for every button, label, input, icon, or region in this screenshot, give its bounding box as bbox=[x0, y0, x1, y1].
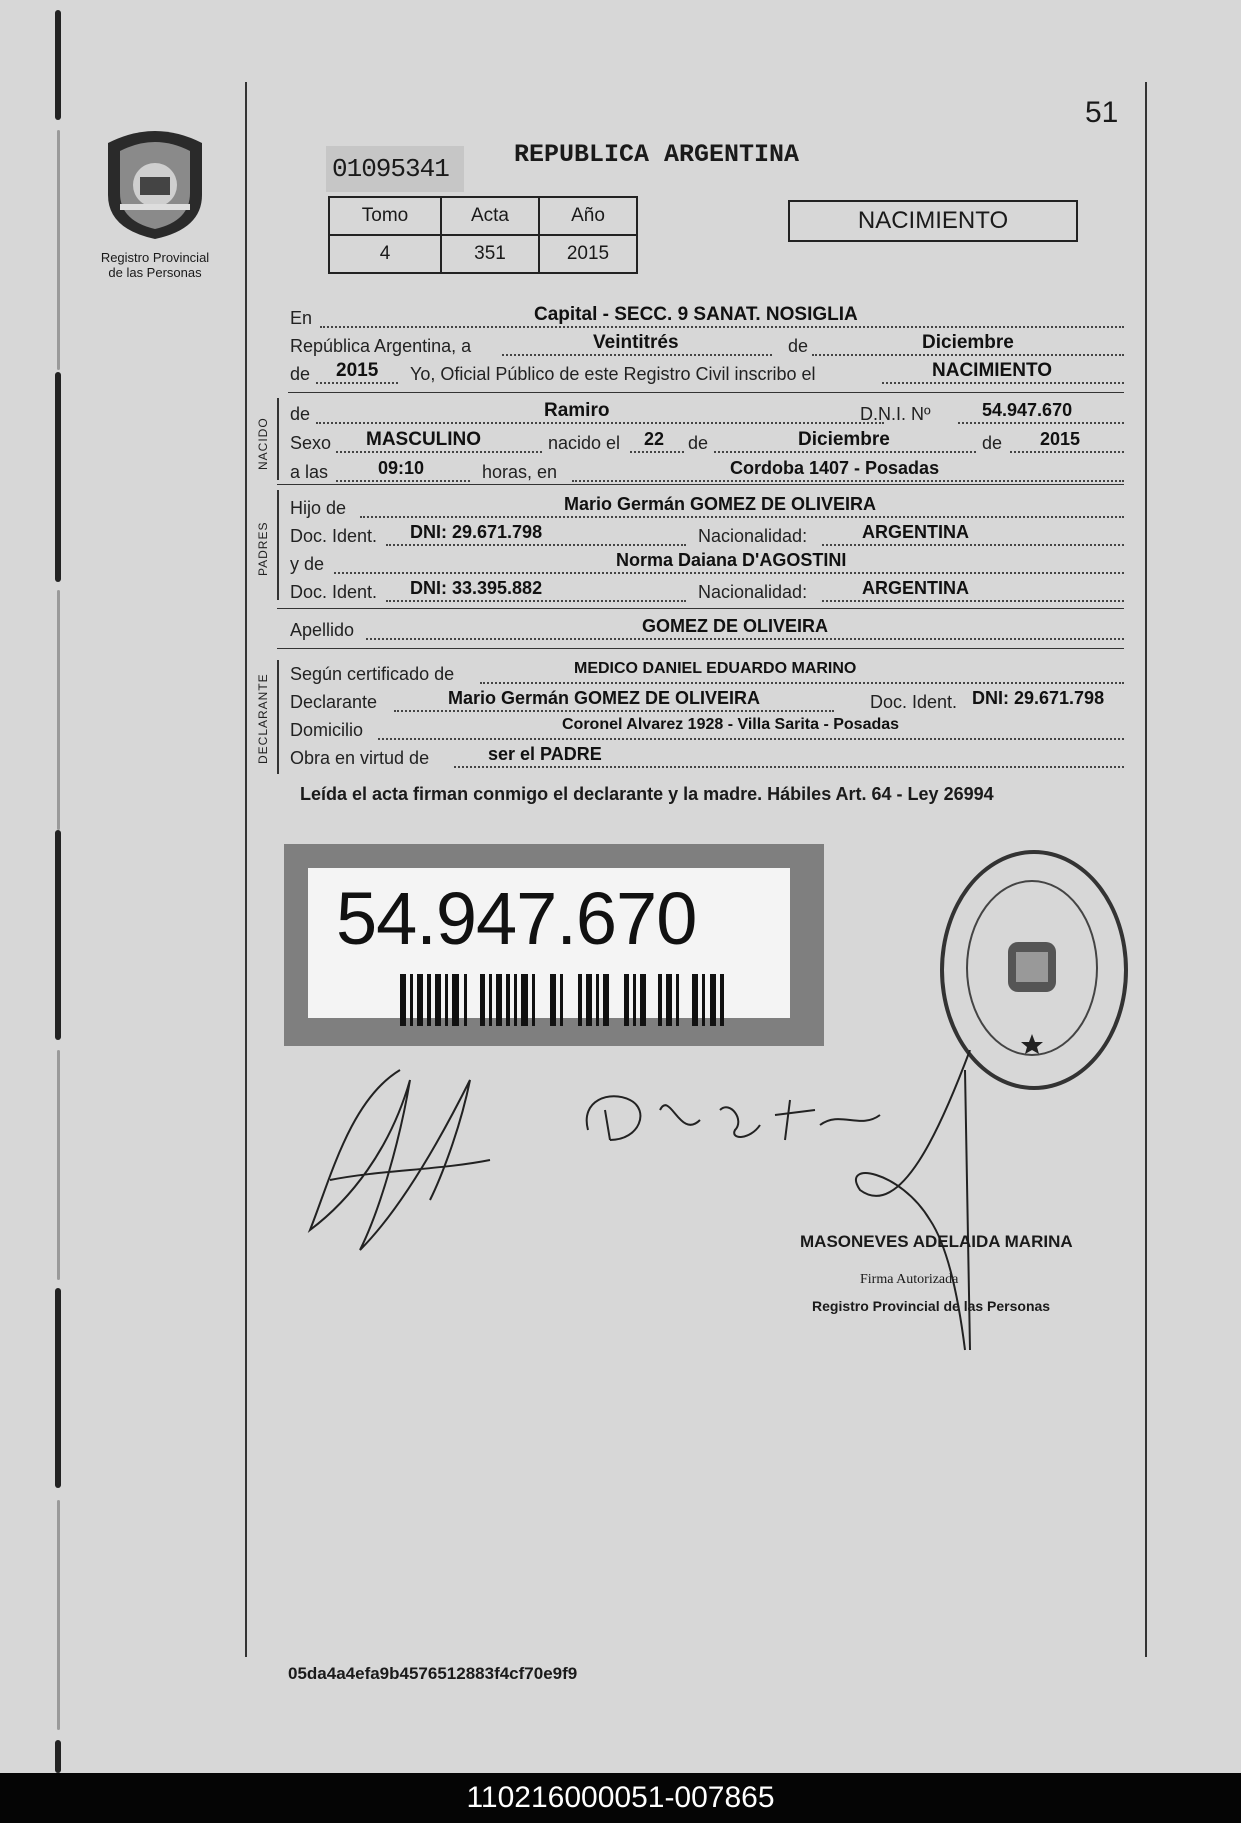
field-label: de bbox=[788, 336, 809, 356]
field-value: ser el PADRE bbox=[488, 744, 602, 764]
seal-emblem-icon bbox=[968, 882, 1096, 1054]
field-label: Doc. Ident. bbox=[290, 582, 378, 602]
field-label: Doc. Ident. bbox=[290, 526, 378, 546]
divider bbox=[277, 608, 1124, 609]
field-label: de bbox=[982, 433, 1003, 453]
field-label: a las bbox=[290, 462, 329, 482]
field-label: Nacionalidad: bbox=[698, 526, 808, 546]
field-row bbox=[288, 660, 1124, 684]
field-value: Diciembre bbox=[922, 332, 1014, 353]
field-row bbox=[288, 716, 1124, 740]
field-label: Nacionalidad: bbox=[698, 582, 808, 602]
page-number: 51 bbox=[1085, 96, 1119, 129]
field-label: Doc. Ident. bbox=[870, 692, 958, 712]
field-value: Norma Daiana D'AGOSTINI bbox=[616, 550, 847, 570]
dotted-line bbox=[502, 354, 772, 356]
dotted-line bbox=[480, 682, 1124, 684]
field-value: DNI: 33.395.882 bbox=[410, 578, 543, 598]
dotted-line bbox=[822, 544, 1124, 546]
field-value: Ramiro bbox=[544, 400, 610, 421]
dotted-line bbox=[360, 516, 1124, 518]
field-label: Hijo de bbox=[290, 498, 347, 518]
binding-stitch bbox=[55, 372, 61, 582]
field-value: Diciembre bbox=[798, 429, 890, 450]
field-row bbox=[288, 400, 1124, 424]
field-label: de bbox=[290, 404, 311, 424]
field-label: y de bbox=[290, 554, 325, 574]
table-header: Tomo bbox=[329, 197, 441, 235]
dotted-line bbox=[630, 451, 684, 453]
field-label: Declarante bbox=[290, 692, 378, 712]
field-row bbox=[288, 616, 1124, 640]
table-header: Acta bbox=[441, 197, 539, 235]
binding-stitch bbox=[55, 1288, 61, 1488]
field-label: Obra en virtud de bbox=[290, 748, 430, 768]
section-bracket bbox=[277, 398, 279, 480]
table-cell: 351 bbox=[441, 235, 539, 273]
left-margin-line bbox=[245, 82, 247, 1657]
dotted-line bbox=[454, 766, 1124, 768]
field-row bbox=[288, 494, 1124, 518]
binding-stitch bbox=[55, 1740, 61, 1773]
dni-sticker-label bbox=[308, 868, 790, 1018]
field-row bbox=[288, 744, 1124, 768]
footer-id: 110216000051-007865 bbox=[466, 1781, 775, 1814]
field-label: horas, en bbox=[482, 462, 558, 482]
field-row bbox=[288, 688, 1124, 712]
field-label: Yo, Oficial Público de este Registro Civil inscribo el bbox=[410, 364, 816, 384]
right-margin-line bbox=[1145, 82, 1147, 1657]
registry-logo bbox=[90, 125, 220, 280]
field-value: GOMEZ DE OLIVEIRA bbox=[642, 616, 829, 636]
field-row bbox=[288, 360, 1124, 384]
field-value: Coronel Alvarez 1928 - Villa Sarita - Posadas bbox=[562, 716, 900, 733]
field-value: Cordoba 1407 - Posadas bbox=[730, 458, 940, 478]
field-value: DNI: 29.671.798 bbox=[410, 522, 543, 542]
field-row bbox=[288, 332, 1124, 356]
field-value: Capital - SECC. 9 SANAT. NOSIGLIA bbox=[534, 304, 858, 325]
field-value: 2015 bbox=[1040, 429, 1081, 449]
divider bbox=[277, 648, 1124, 649]
binding-stitch bbox=[57, 130, 60, 370]
field-label: de bbox=[688, 433, 709, 453]
closing-statement: Leída el acta firman conmigo el declarante y la madre. Hábiles Art. 64 - Ley 26994 bbox=[300, 784, 994, 804]
table-cell: 2015 bbox=[539, 235, 637, 273]
officer-org: Registro Provincial de las Personas bbox=[812, 1298, 1051, 1314]
section-bracket bbox=[277, 660, 279, 774]
field-value: ARGENTINA bbox=[862, 522, 969, 542]
dotted-line bbox=[572, 480, 1124, 482]
section-label-padres: PADRES bbox=[256, 521, 270, 576]
field-label: Según certificado de bbox=[290, 664, 455, 684]
dotted-line bbox=[714, 451, 976, 453]
table-header: Año bbox=[539, 197, 637, 235]
section-label-nacido: NACIDO bbox=[256, 417, 270, 470]
field-value: Mario Germán GOMEZ DE OLIVEIRA bbox=[448, 688, 761, 708]
binding-stitch bbox=[57, 1500, 60, 1730]
binding-stitch bbox=[55, 830, 61, 1040]
field-label: nacido el bbox=[548, 433, 621, 453]
officer-signature-icon bbox=[840, 1050, 990, 1370]
field-value: 54.947.670 bbox=[982, 400, 1073, 420]
dotted-line bbox=[378, 738, 1124, 740]
field-value: DNI: 29.671.798 bbox=[972, 688, 1105, 708]
field-row bbox=[288, 578, 1124, 602]
officer-title: Firma Autorizada bbox=[860, 1272, 959, 1287]
field-row bbox=[288, 429, 1124, 453]
field-label: República Argentina, a bbox=[290, 336, 472, 356]
serial-number: 01095341 bbox=[326, 146, 464, 192]
divider bbox=[277, 484, 1124, 485]
father-signature-icon bbox=[290, 1060, 520, 1260]
footer-id-bar bbox=[0, 1773, 1241, 1823]
dni-sticker bbox=[284, 844, 824, 1046]
dotted-line bbox=[320, 326, 1124, 328]
field-label: D.N.I. Nº bbox=[860, 404, 931, 424]
field-label: Sexo bbox=[290, 433, 332, 453]
document-hash: 05da4a4efa9b4576512883f4cf70e9f9 bbox=[288, 1664, 578, 1683]
barcode-icon bbox=[400, 974, 730, 1026]
field-value: ARGENTINA bbox=[862, 578, 969, 598]
field-label: En bbox=[290, 308, 313, 328]
section-bracket bbox=[277, 490, 279, 600]
dotted-line bbox=[366, 638, 1124, 640]
field-row bbox=[288, 458, 1124, 482]
field-value: 22 bbox=[644, 429, 665, 449]
binding-stitch bbox=[57, 1050, 60, 1280]
dotted-line bbox=[958, 422, 1124, 424]
dotted-line bbox=[394, 710, 834, 712]
registry-table bbox=[328, 196, 638, 274]
dotted-line bbox=[336, 480, 470, 482]
dotted-line bbox=[812, 354, 1124, 356]
dotted-line bbox=[336, 451, 542, 453]
field-label: Apellido bbox=[290, 620, 355, 640]
field-value: Veintitrés bbox=[593, 332, 679, 353]
dni-sticker-number: 54.947.670 bbox=[336, 877, 697, 960]
dotted-line bbox=[386, 544, 686, 546]
dotted-line bbox=[822, 600, 1124, 602]
field-value: MASCULINO bbox=[366, 429, 482, 450]
field-value: 2015 bbox=[336, 360, 379, 381]
seal-inner-ring bbox=[966, 880, 1098, 1056]
misiones-shield-icon bbox=[90, 125, 220, 243]
field-label: Domicilio bbox=[290, 720, 364, 740]
divider bbox=[288, 392, 1124, 393]
dotted-line bbox=[334, 572, 1124, 574]
act-type-box: NACIMIENTO bbox=[788, 200, 1078, 242]
dotted-line bbox=[1010, 451, 1124, 453]
officer-name: MASONEVES ADELAIDA MARINA bbox=[800, 1232, 1073, 1251]
section-label-declarante: DECLARANTE bbox=[256, 673, 270, 764]
field-value: MEDICO DANIEL EDUARDO MARINO bbox=[574, 660, 857, 677]
logo-caption: Registro Provincial bbox=[100, 250, 210, 265]
dotted-line bbox=[316, 382, 398, 384]
dotted-line bbox=[316, 422, 884, 424]
field-value: NACIMIENTO bbox=[932, 360, 1052, 381]
logo-caption: de las Personas bbox=[108, 265, 202, 280]
table-cell: 4 bbox=[329, 235, 441, 273]
field-value: 09:10 bbox=[378, 458, 425, 478]
field-row bbox=[288, 522, 1124, 546]
field-value: Mario Germán GOMEZ DE OLIVEIRA bbox=[564, 494, 877, 514]
binding-stitch bbox=[57, 590, 60, 830]
field-row bbox=[288, 304, 1124, 328]
document-title: REPUBLICA ARGENTINA bbox=[514, 140, 800, 169]
field-row bbox=[288, 550, 1124, 574]
dotted-line bbox=[882, 382, 1124, 384]
dotted-line bbox=[386, 600, 686, 602]
binding-stitch bbox=[55, 10, 61, 120]
field-label: de bbox=[290, 364, 311, 384]
